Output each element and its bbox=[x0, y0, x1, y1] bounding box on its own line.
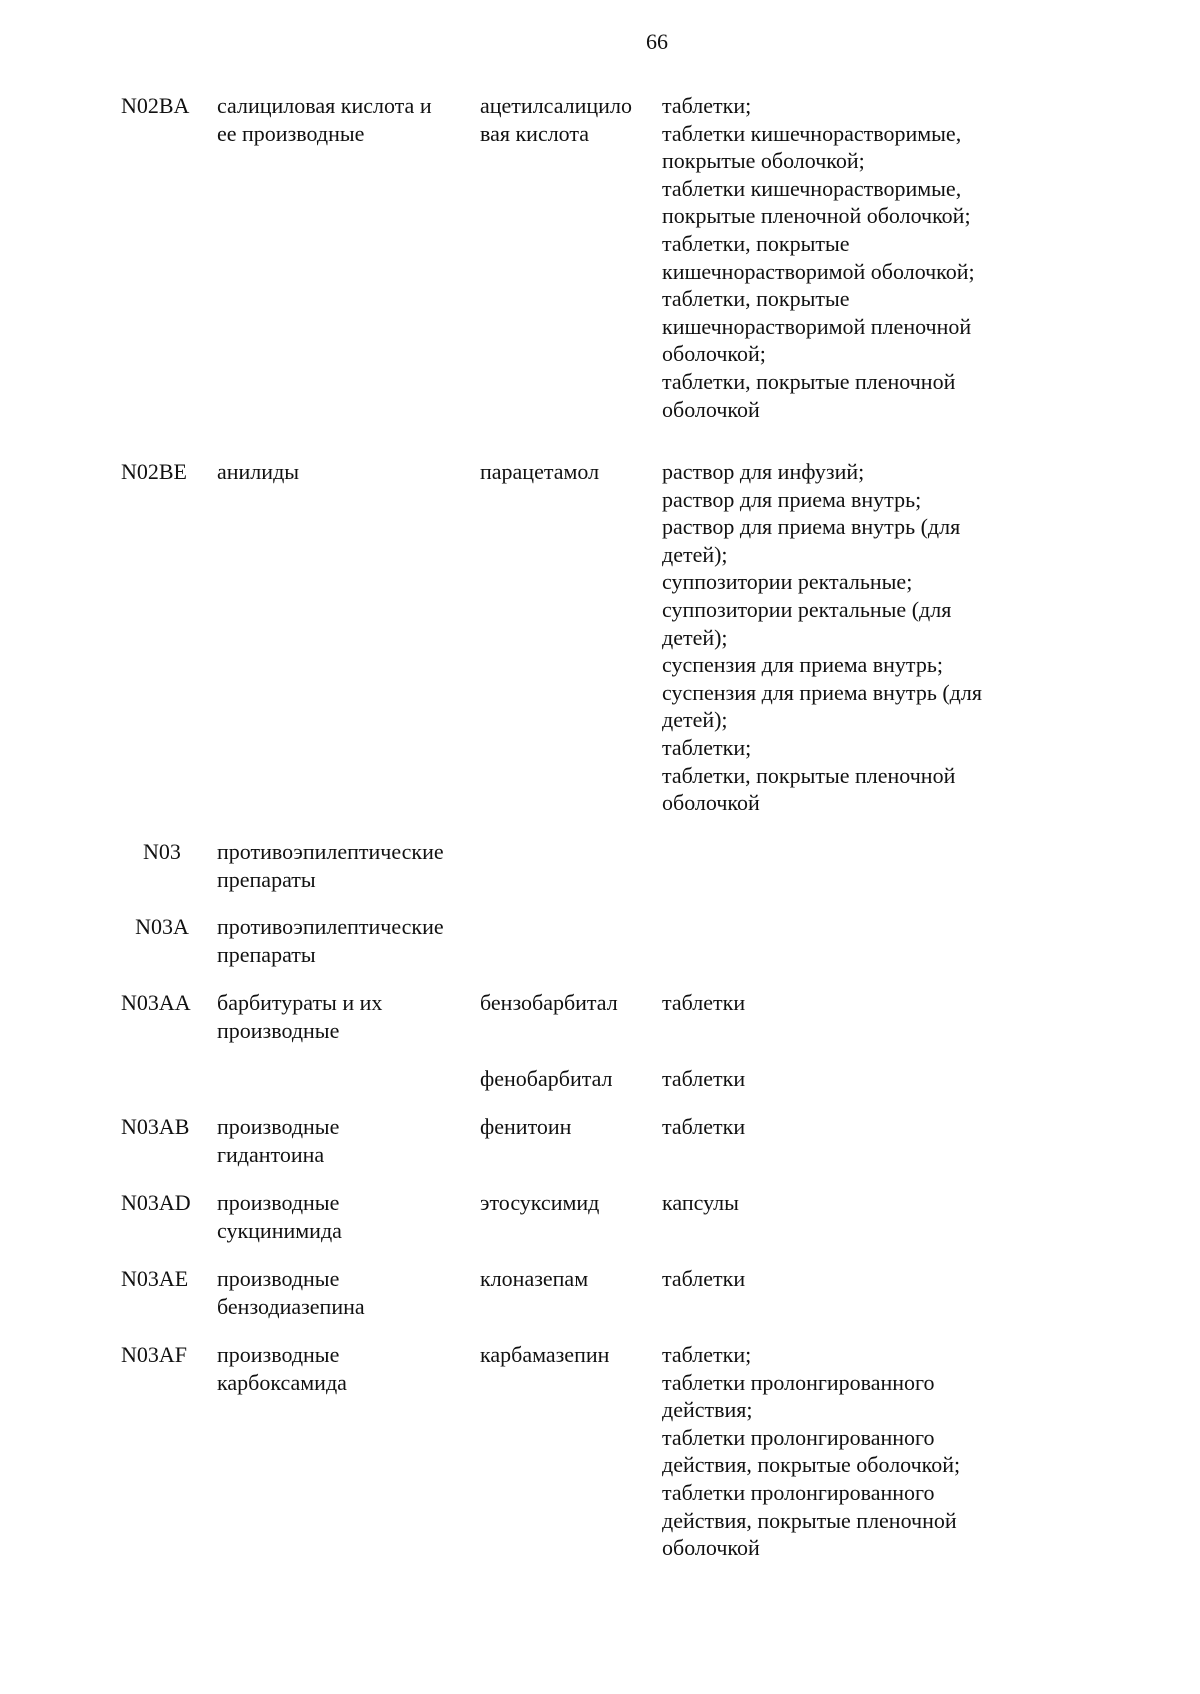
table-row bbox=[0, 1265, 1200, 1341]
table-row bbox=[0, 1341, 1200, 1571]
drug-name: клоназепам bbox=[480, 1266, 589, 1291]
table-row bbox=[0, 1113, 1200, 1189]
atc-code: N03A bbox=[135, 914, 189, 939]
atc-code: N03AF bbox=[121, 1342, 188, 1367]
atc-code: N03 bbox=[143, 839, 181, 864]
dosage-forms: таблетки; таблетки кишечнорастворимые, покрытые оболочкой; таблетки кишечнорастворимые, покрытые пленочной оболочкой; таблетки, покрытые кишечнорастворимой оболочкой; таблетки, покрытые кишечнорастворимой пленочной оболочкой; таблетки, покрытые пленочной оболочкой bbox=[662, 93, 975, 422]
pharmacological-group: производные карбоксамида bbox=[217, 1342, 347, 1395]
atc-code: N03AD bbox=[121, 1190, 191, 1215]
table-row bbox=[0, 838, 1200, 913]
atc-code: N03AB bbox=[121, 1114, 190, 1139]
drug-name: парацетамол bbox=[480, 459, 600, 484]
drug-name: ацетилсалицило вая кислота bbox=[480, 93, 632, 146]
table-row bbox=[0, 1189, 1200, 1265]
dosage-forms: таблетки bbox=[662, 990, 746, 1015]
dosage-forms: таблетки; таблетки пролонгированного действия; таблетки пролонгированного действия, покрытые оболочкой; таблетки пролонгированного действия, покрытые пленочной оболочкой bbox=[662, 1342, 961, 1561]
dosage-forms: таблетки bbox=[662, 1266, 746, 1291]
dosage-forms: таблетки bbox=[662, 1066, 746, 1091]
pharmacological-group: производные гидантоина bbox=[217, 1114, 340, 1167]
pharmacological-group: барбитураты и их производные bbox=[217, 990, 383, 1043]
pharmacological-group: салициловая кислота и ее производные bbox=[217, 93, 432, 146]
dosage-forms: таблетки bbox=[662, 1114, 746, 1139]
page-number: 66 bbox=[646, 29, 668, 54]
atc-code: N02BE bbox=[121, 459, 187, 484]
pharmacological-group: производные бензодиазепина bbox=[217, 1266, 365, 1319]
dosage-forms: капсулы bbox=[662, 1190, 739, 1215]
table-row bbox=[0, 913, 1200, 989]
drug-table bbox=[0, 92, 1200, 1571]
pharmacological-group: противоэпилептические препараты bbox=[217, 839, 444, 892]
pharmacological-group: анилиды bbox=[217, 459, 300, 484]
drug-name: фенитоин bbox=[480, 1114, 572, 1139]
pharmacological-group: противоэпилептические препараты bbox=[217, 914, 444, 967]
pharmacological-group: производные сукцинимида bbox=[217, 1190, 342, 1243]
drug-name: бензобарбитал bbox=[480, 990, 618, 1015]
drug-name: карбамазепин bbox=[480, 1342, 610, 1367]
drug-name: фенобарбитал bbox=[480, 1066, 613, 1091]
atc-code: N02BA bbox=[121, 93, 190, 118]
table-row bbox=[0, 1065, 1200, 1113]
atc-code: N03AA bbox=[121, 990, 191, 1015]
drug-name: этосуксимид bbox=[480, 1190, 600, 1215]
table-row bbox=[0, 92, 1200, 458]
table-row bbox=[0, 458, 1200, 838]
dosage-forms: раствор для инфузий; раствор для приема внутрь; раствор для приема внутрь (для детей); суппозитории ректальные; суппозитории ректальные (для детей); суспензия для приема внутрь; суспензия для приема внутрь (для детей); таблетки; таблетки, покрытые пленочной оболочкой bbox=[662, 459, 982, 816]
atc-code: N03AE bbox=[121, 1266, 189, 1291]
table-row bbox=[0, 989, 1200, 1065]
